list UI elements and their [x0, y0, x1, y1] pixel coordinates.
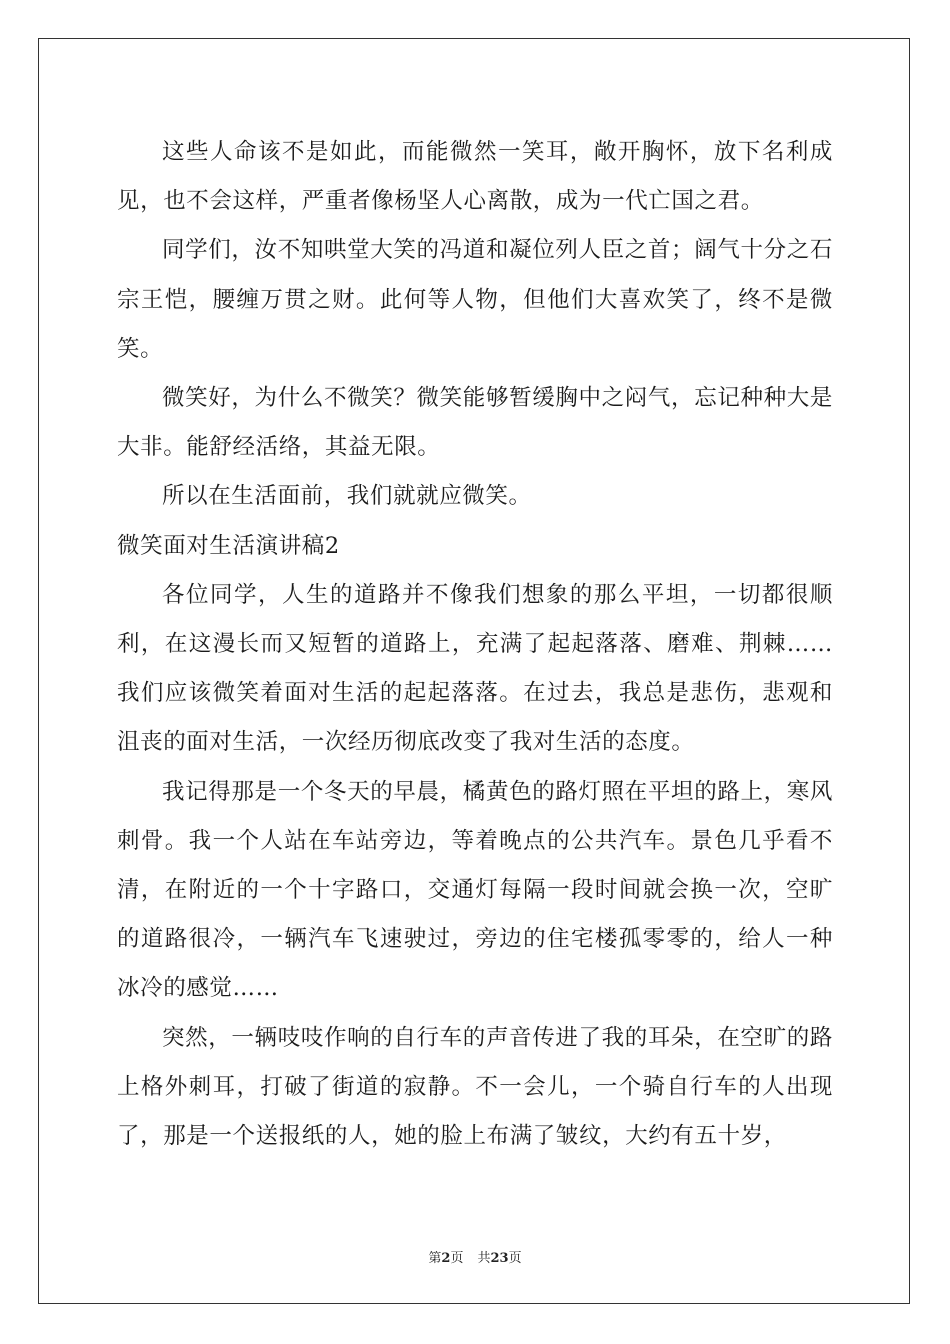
page-suffix: 页	[450, 1251, 464, 1266]
total-prefix: 共	[477, 1251, 491, 1266]
section-heading: 微笑面对生活演讲稿2	[117, 532, 340, 559]
page-number: 2	[441, 1251, 451, 1266]
page-prefix: 第	[428, 1251, 442, 1266]
total-suffix: 页	[508, 1251, 522, 1266]
total-pages: 23	[490, 1251, 509, 1266]
paragraph: 微笑好，为什么不微笑？微笑能够暂缓胸中之闷气，忘记种种大是大非。能舒经活络，其益无限。	[117, 385, 833, 461]
page-footer	[0, 1247, 950, 1266]
paragraph: 这些人命该不是如此，而能微然一笑耳，敞开胸怀，放下名利成见，也不会这样，严重者像杨坚人心离散，成为一代亡国之君。	[117, 139, 833, 215]
paragraph: 所以在生活面前，我们就就应微笑。	[162, 483, 532, 510]
paragraph: 各位同学，人生的道路并不像我们想象的那么平坦，一切都很顺利，在这漫长而又短暂的道路上，充满了起起落落、磨难、荆棘……我们应该微笑着面对生活的起起落落。在过去，我总是悲伤，悲观和沮丧的面对生活，一次经历彻底改变了我对生活的态度。	[117, 581, 833, 756]
paragraph: 突然，一辆吱吱作响的自行车的声音传进了我的耳朵，在空旷的路上格外刺耳，打破了街道的寂静。不一会儿，一个骑自行车的人出现了，那是一个送报纸的人，她的脸上布满了皱纹，大约有五十岁，	[117, 1024, 833, 1150]
paragraph: 我记得那是一个冬天的早晨，橘黄色的路灯照在平坦的路上，寒风刺骨。我一个人站在车站旁边，等着晚点的公共汽车。景色几乎看不清，在附近的一个十字路口，交通灯每隔一段时间就会换一次，空旷的道路很冷，一辆汽车飞速驶过，旁边的住宅楼孤零零的，给人一种冰冷的感觉……	[117, 778, 833, 1002]
document-body	[117, 128, 833, 1161]
paragraph: 同学们，汝不知哄堂大笑的冯道和凝位列人臣之首；阔气十分之石宗王恺，腰缠万贯之财。此何等人物，但他们大喜欢笑了，终不是微笑。	[117, 237, 833, 362]
